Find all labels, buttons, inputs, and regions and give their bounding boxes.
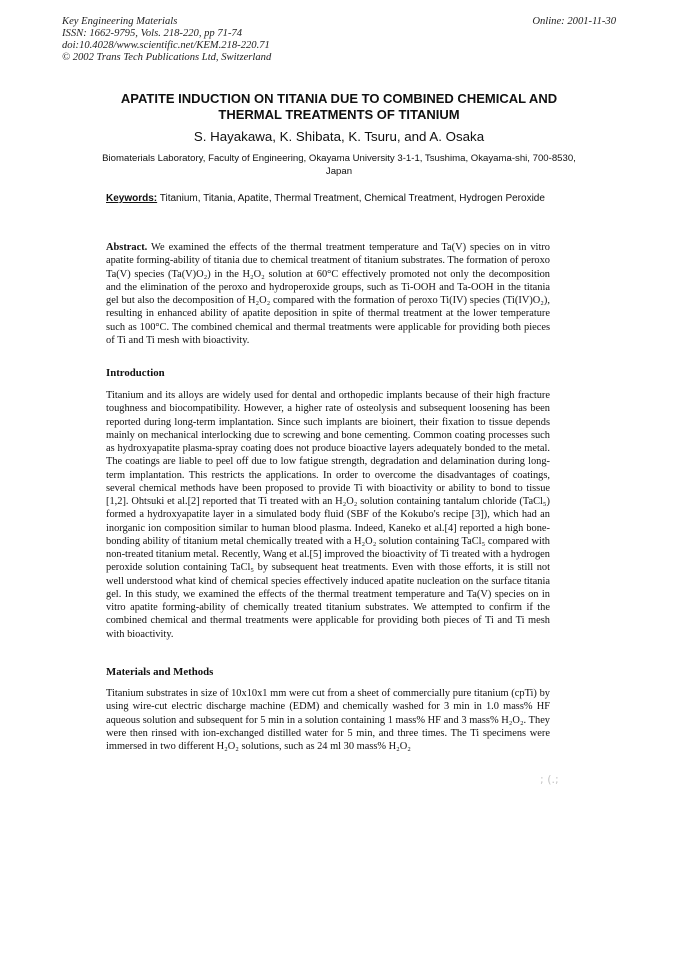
journal-name: Key Engineering Materials xyxy=(62,16,178,27)
issn-line: ISSN: 1662-9795, Vols. 218-220, pp 71-74 xyxy=(62,28,243,39)
introduction-heading: Introduction xyxy=(106,367,165,379)
methods-paragraph: Titanium substrates in size of 10x10x1 mm were cut from a sheet of commercially pure titanium (cpTi) by using wire-cut electric discharge machine (EDM) and chemically washed for 3 min in 1.0 mass% HF aqueous solution and subsequent for 5 min in a solution containing 1 mass% HF and 3 mass% H₂O₂. They were then rinsed with ion-exchanged distilled water for 5 min, and three times. The Ti specimens were immersed in two different H₂O₂ solutions, such as 24 ml 30 mass% H₂O₂ xyxy=(106,688,550,752)
keywords-section xyxy=(106,193,550,206)
methods-section xyxy=(106,687,550,753)
margin-mark: ; (.; xyxy=(540,773,559,786)
methods-heading: Materials and Methods xyxy=(106,666,214,678)
introduction-paragraph: Titanium and its alloys are widely used for dental and orthopedic implants because of their high fracture toughness and biocompatibility. However, a higher rate of osteolysis and subsequent loosening has been reported during long-term implantation. Since such implants are bioinert, their fixation to tissue depends mainly on mechanical interlocking due to screwing and bone cementing. Common coating processes such as hydroxyapatite plasma-spray coating does not produce bioactive layers adequately bonded to the metal. The coatings are liable to peel off due to low fatigue strength, degradation and delamination during long-term implantation. This restricts the applications. In order to overcome the disadvantages of coatings, several chemical methods have been proposed to provide Ti with bioactivity or ability to bond to tissue [1,2]. Ohtsuki et al.[2] reported that Ti treated with an H₂O₂ solution containing tantalum chloride (TaCl₅) formed a hydroxyapatite layer in a simulated body fluid (SBF of the Kokubo's recipe [3]), which had an inorganic ion composition similar to human blood plasma. Indeed, Kaneko et al.[4] reported a high bone-bonding ability of titanium metal chemically treated with a H₂O₂ solution containing TaCl₅ compared with non-treated titanium metal. Recently, Wang et al.[5] improved the bioactivity of Ti treated with a hydrogen peroxide solution containing TaCl₅ by subsequent heat treatments. Even with those efforts, it is still not well understood what kind of chemical species effectively induced apatite nucleation on the surface titania gel. In this study, we examined the effects of the thermal treatment temperature and Ta(V) species on in vitro apatite forming-ability of chemically treated titanium substrates. We attempted to confirm if the combined chemical and thermal treatments were applicable for providing both pieces of Ti and Ti mesh with bioactivity. xyxy=(106,390,550,640)
paper-title xyxy=(70,91,608,123)
abstract-section xyxy=(106,241,550,347)
affiliation: Biomaterials Laboratory, Faculty of Engineering, Okayama University 3-1-1, Tsushima, Okayama-shi, 700-8530, Japan xyxy=(102,153,576,177)
introduction-section xyxy=(106,389,550,641)
title-line-1: APATITE INDUCTION ON TITANIA DUE TO COMBINED CHEMICAL AND xyxy=(120,91,558,106)
journal-header xyxy=(62,16,271,64)
author-list: S. Hayakawa, K. Shibata, K. Tsuru, and A. Osaka xyxy=(193,129,485,144)
online-date-header xyxy=(532,16,616,28)
abstract-text: We examined the effects of the thermal treatment temperature and Ta(V) species on in vitro apatite forming-ability of titania due to chemical treatment of titanium substrates. The formation of peroxo Ta(V) species (Ta(V)O₂) in the H₂O₂ solution at 60°C effectively promoted not only the decomposition and the elimination of the peroxo and hydroperoxide groups, such as Ti-OOH and Ta-OOH in the titania gel but also the decomposition of H₂O₂ compared with the formation of peroxo Ti(IV) species (Ti(IV)O₂), resulting in enhanced ability of apatite deposition in spite of thermal treatment at the lower temperature such as 100°C. The combined chemical and thermal treatments were applicable for providing both pieces of Ti and Ti mesh with bioactivity. xyxy=(106,242,550,346)
abstract-label: Abstract. xyxy=(106,242,148,253)
title-line-2: THERMAL TREATMENTS OF TITANIUM xyxy=(218,107,460,122)
doi-line: doi:10.4028/www.scientific.net/KEM.218-220.71 xyxy=(62,40,270,51)
keywords-text: Titanium, Titania, Apatite, Thermal Treatment, Chemical Treatment, Hydrogen Peroxide xyxy=(159,193,545,204)
online-date: Online: 2001-11-30 xyxy=(532,16,616,27)
keywords-label: Keywords: xyxy=(106,193,158,204)
copyright-line: © 2002 Trans Tech Publications Ltd, Switzerland xyxy=(62,52,272,63)
